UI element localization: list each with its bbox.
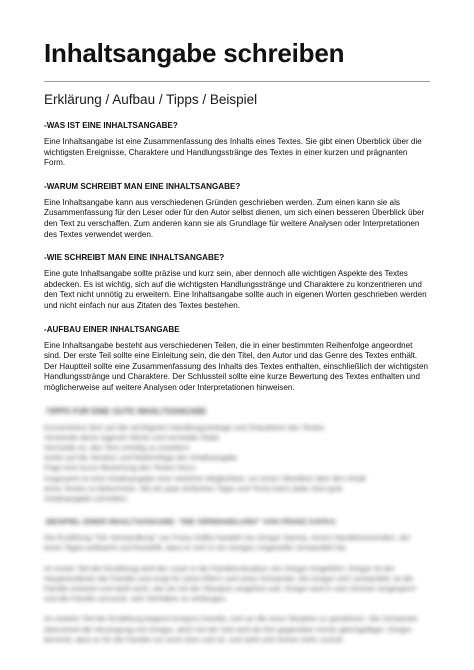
tip-line: Füge eine kurze Bewertung des Textes hinzu — [44, 463, 196, 473]
section-body: Eine Inhaltsangabe ist eine Zusammenfassung des Inhalts eines Textes. Sie gibt einen Überblick über die wichtigsten Ereignisse, Charaktere und Handlungsstränge des Textes in einer kurzen und prägnanten Form. — [44, 137, 422, 168]
section-wie — [44, 252, 430, 311]
title-divider — [44, 81, 430, 82]
blurred-preview — [44, 406, 430, 645]
page-title: Inhaltsangabe schreiben — [44, 38, 345, 68]
section-heading: -AUFBAU EINER INHALTSANGABE — [44, 324, 180, 334]
tip-line: Inhaltsangabe schreiben. — [44, 493, 129, 503]
tip-line: Vermeide es, den Text unnötig zu erweitern — [44, 442, 190, 452]
section-body: Eine gute Inhaltsangabe sollte präzise und kurz sein, aber dennoch alle wichtigen Aspekte des Textes abdecken. Es ist wichtig, sich auf die wichtigsten Handlungsstränge und Charaktere zu konzentrieren und den Text nicht unnötig zu erweitern. Eine Inhaltsangabe sollte auch in eigenen Worten geschrieben werden und nicht einfach nur aus Zitaten des Textes bestehen. — [44, 269, 427, 310]
tip-line: Konzentriere dich auf die wichtigsten Handlungsstränge und Charaktere des Textes — [44, 422, 325, 432]
section-heading: -TIPPS FÜR EINE GUTE INHALTSANGABE — [44, 406, 207, 416]
section-was-ist — [44, 120, 430, 169]
section-heading: -WARUM SCHREIBT MAN EINE INHALTSANGABE? — [44, 181, 241, 191]
example-paragraph: Im ersten Teil der Erzählung wird der Leser in die Familiensituation von Gregor eingeführt. Gregor ist der Hauptverdiener der Familie und sorgt für seine Eltern und seine Schwester. Als Gregor sich verwandelt, ist die Familie entsetzt und weiß nicht, wie sie mit der Situation umgehen soll. Gregor wird in sein Zimmer eingesperrt und die Familie versucht, sein Verhalten zu verbergen. — [44, 563, 416, 604]
section-heading: -WIE SCHREIBT MAN EINE INHALTSANGABE? — [44, 253, 225, 263]
tip-line: eines Textes zu bekommen. Mit ein paar einfachen Tipps und Tricks kann jeder eine gute — [44, 483, 343, 493]
section-heading: -WAS IST EINE INHALTSANGABE? — [44, 121, 178, 130]
section-aufbau — [44, 324, 430, 394]
section-body: Eine Inhaltsangabe besteht aus verschiedenen Teilen, die in einer bestimmten Reihenfolge angeordnet sind. Der erste Teil sollte eine Einleitung sein, die den Titel, den Autor und das Genre des Textes enthält. Der Hauptteil sollte eine Zusammenfassung des Inhalts des Textes enthalten, einschließlich der wichtigsten Handlungsstränge und Charaktere. Der Schlussteil sollte eine kurze Bewertung des Textes enthalten und möglicherweise auf weitere Analysen oder Interpretationen hinweisen. — [44, 340, 429, 392]
section-body: Eine Inhaltsangabe kann aus verschiedenen Gründen geschrieben werden. Zum einen kann sie als Zusammenfassung für den Leser oder für den Autor selbst dienen, um sich einen besseren Überblick über den Text zu verschaffen. Zum anderen kann sie als Grundlage für weitere Analysen oder Interpretationen des Textes verwendet werden. — [44, 197, 425, 239]
page-subtitle: Erklärung / Aufbau / Tipps / Beispiel — [44, 92, 258, 107]
example-paragraph: Die Erzählung "Die Verwandlung" von Franz Kafka handelt von Gregor Samsa, einem Handelsreisenden, der eines Tages aufwacht und feststellt, dass er sich in ein riesiges Ungeziefer verwandelt hat. — [44, 533, 411, 553]
tip-line: Achte auf die Struktur und Reihenfolge der Inhaltsangabe — [44, 453, 238, 463]
example-heading: -BEISPIEL EINER INHALTSANGABE: "DIE VERWANDLUNG" VON FRANZ KAFKA — [44, 517, 336, 527]
example-paragraph: Im zweiten Teil der Erzählung beginnt Gregors Familie, sich an die neue Situation zu gewöhnen. Die Schwester übernimmt die Versorgung von Gregor, doch mit der Zeit wird sie ihm gegenüber immer gleichgültiger. Gregor bemerkt, dass er für die Familie nur noch eine Last ist, und zieht sich immer mehr zurück. — [44, 614, 418, 644]
tip-line: Verwende deine eigenen Worte und vermeide Zitate — [44, 432, 220, 442]
section-warum — [44, 181, 430, 240]
tip-line: Insgesamt ist eine Inhaltsangabe eine nützliche Möglichkeit, um einen Überblick über den Inhalt — [44, 473, 366, 483]
